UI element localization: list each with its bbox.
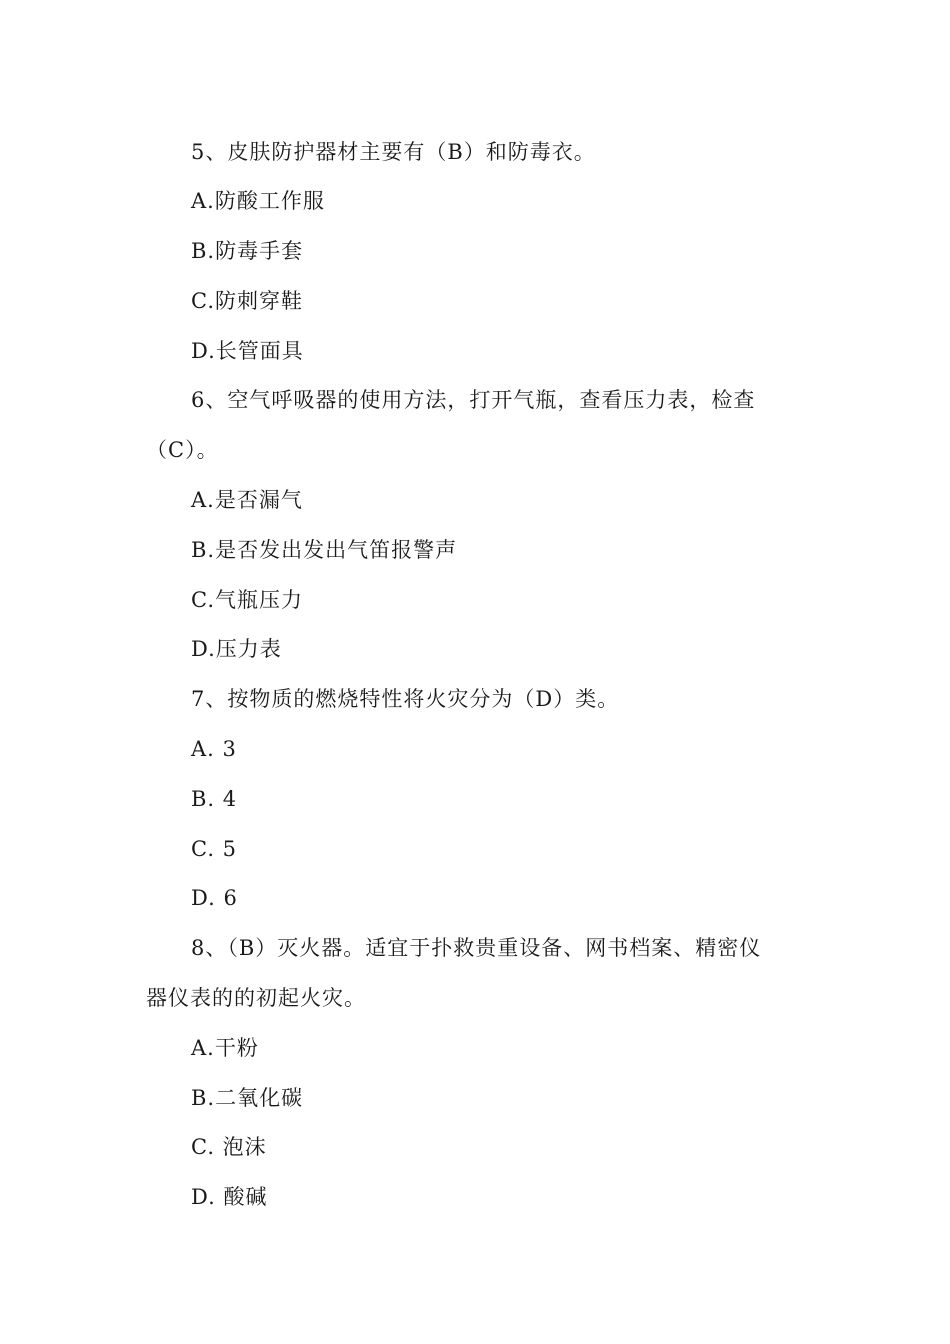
question-7-stem: 7、按物质的燃烧特性将火灾分为（D）类。	[191, 687, 620, 711]
question-8-stem: 8、（B）灭火器。适宜于扑救贵重设备、网书档案、精密仪	[191, 936, 762, 960]
question-5-option-a: A.防酸工作服	[191, 189, 325, 213]
question-6-option-a: A.是否漏气	[191, 488, 303, 512]
question-8-option-d: D. 酸碱	[191, 1185, 268, 1209]
question-7-option-c: C. 5	[191, 837, 238, 861]
question-6-stem-continued: （C）。	[146, 438, 219, 462]
question-5-option-d: D.长管面具	[191, 339, 304, 363]
question-6-option-b: B.是否发出发出气笛报警声	[191, 538, 458, 562]
question-8-option-b: B.二氧化碳	[191, 1086, 304, 1110]
question-8-option-c: C. 泡沫	[191, 1135, 267, 1159]
question-6-option-d: D.压力表	[191, 637, 282, 661]
question-8-option-a: A.干粉	[191, 1036, 259, 1060]
question-7-option-b: B. 4	[191, 787, 238, 811]
question-7-option-d: D. 6	[191, 886, 238, 910]
question-5-option-c: C.防刺穿鞋	[191, 289, 303, 313]
question-8-stem-continued: 器仪表的的初起火灾。	[146, 986, 366, 1010]
question-5-stem: 5、皮肤防护器材主要有（B）和防毒衣。	[191, 140, 596, 164]
question-6-stem: 6、空气呼吸器的使用方法，打开气瓶，查看压力表，检查	[191, 388, 756, 412]
question-6-option-c: C.气瓶压力	[191, 588, 303, 612]
question-7-option-a: A. 3	[191, 737, 237, 761]
question-5-option-b: B.防毒手套	[191, 239, 304, 263]
